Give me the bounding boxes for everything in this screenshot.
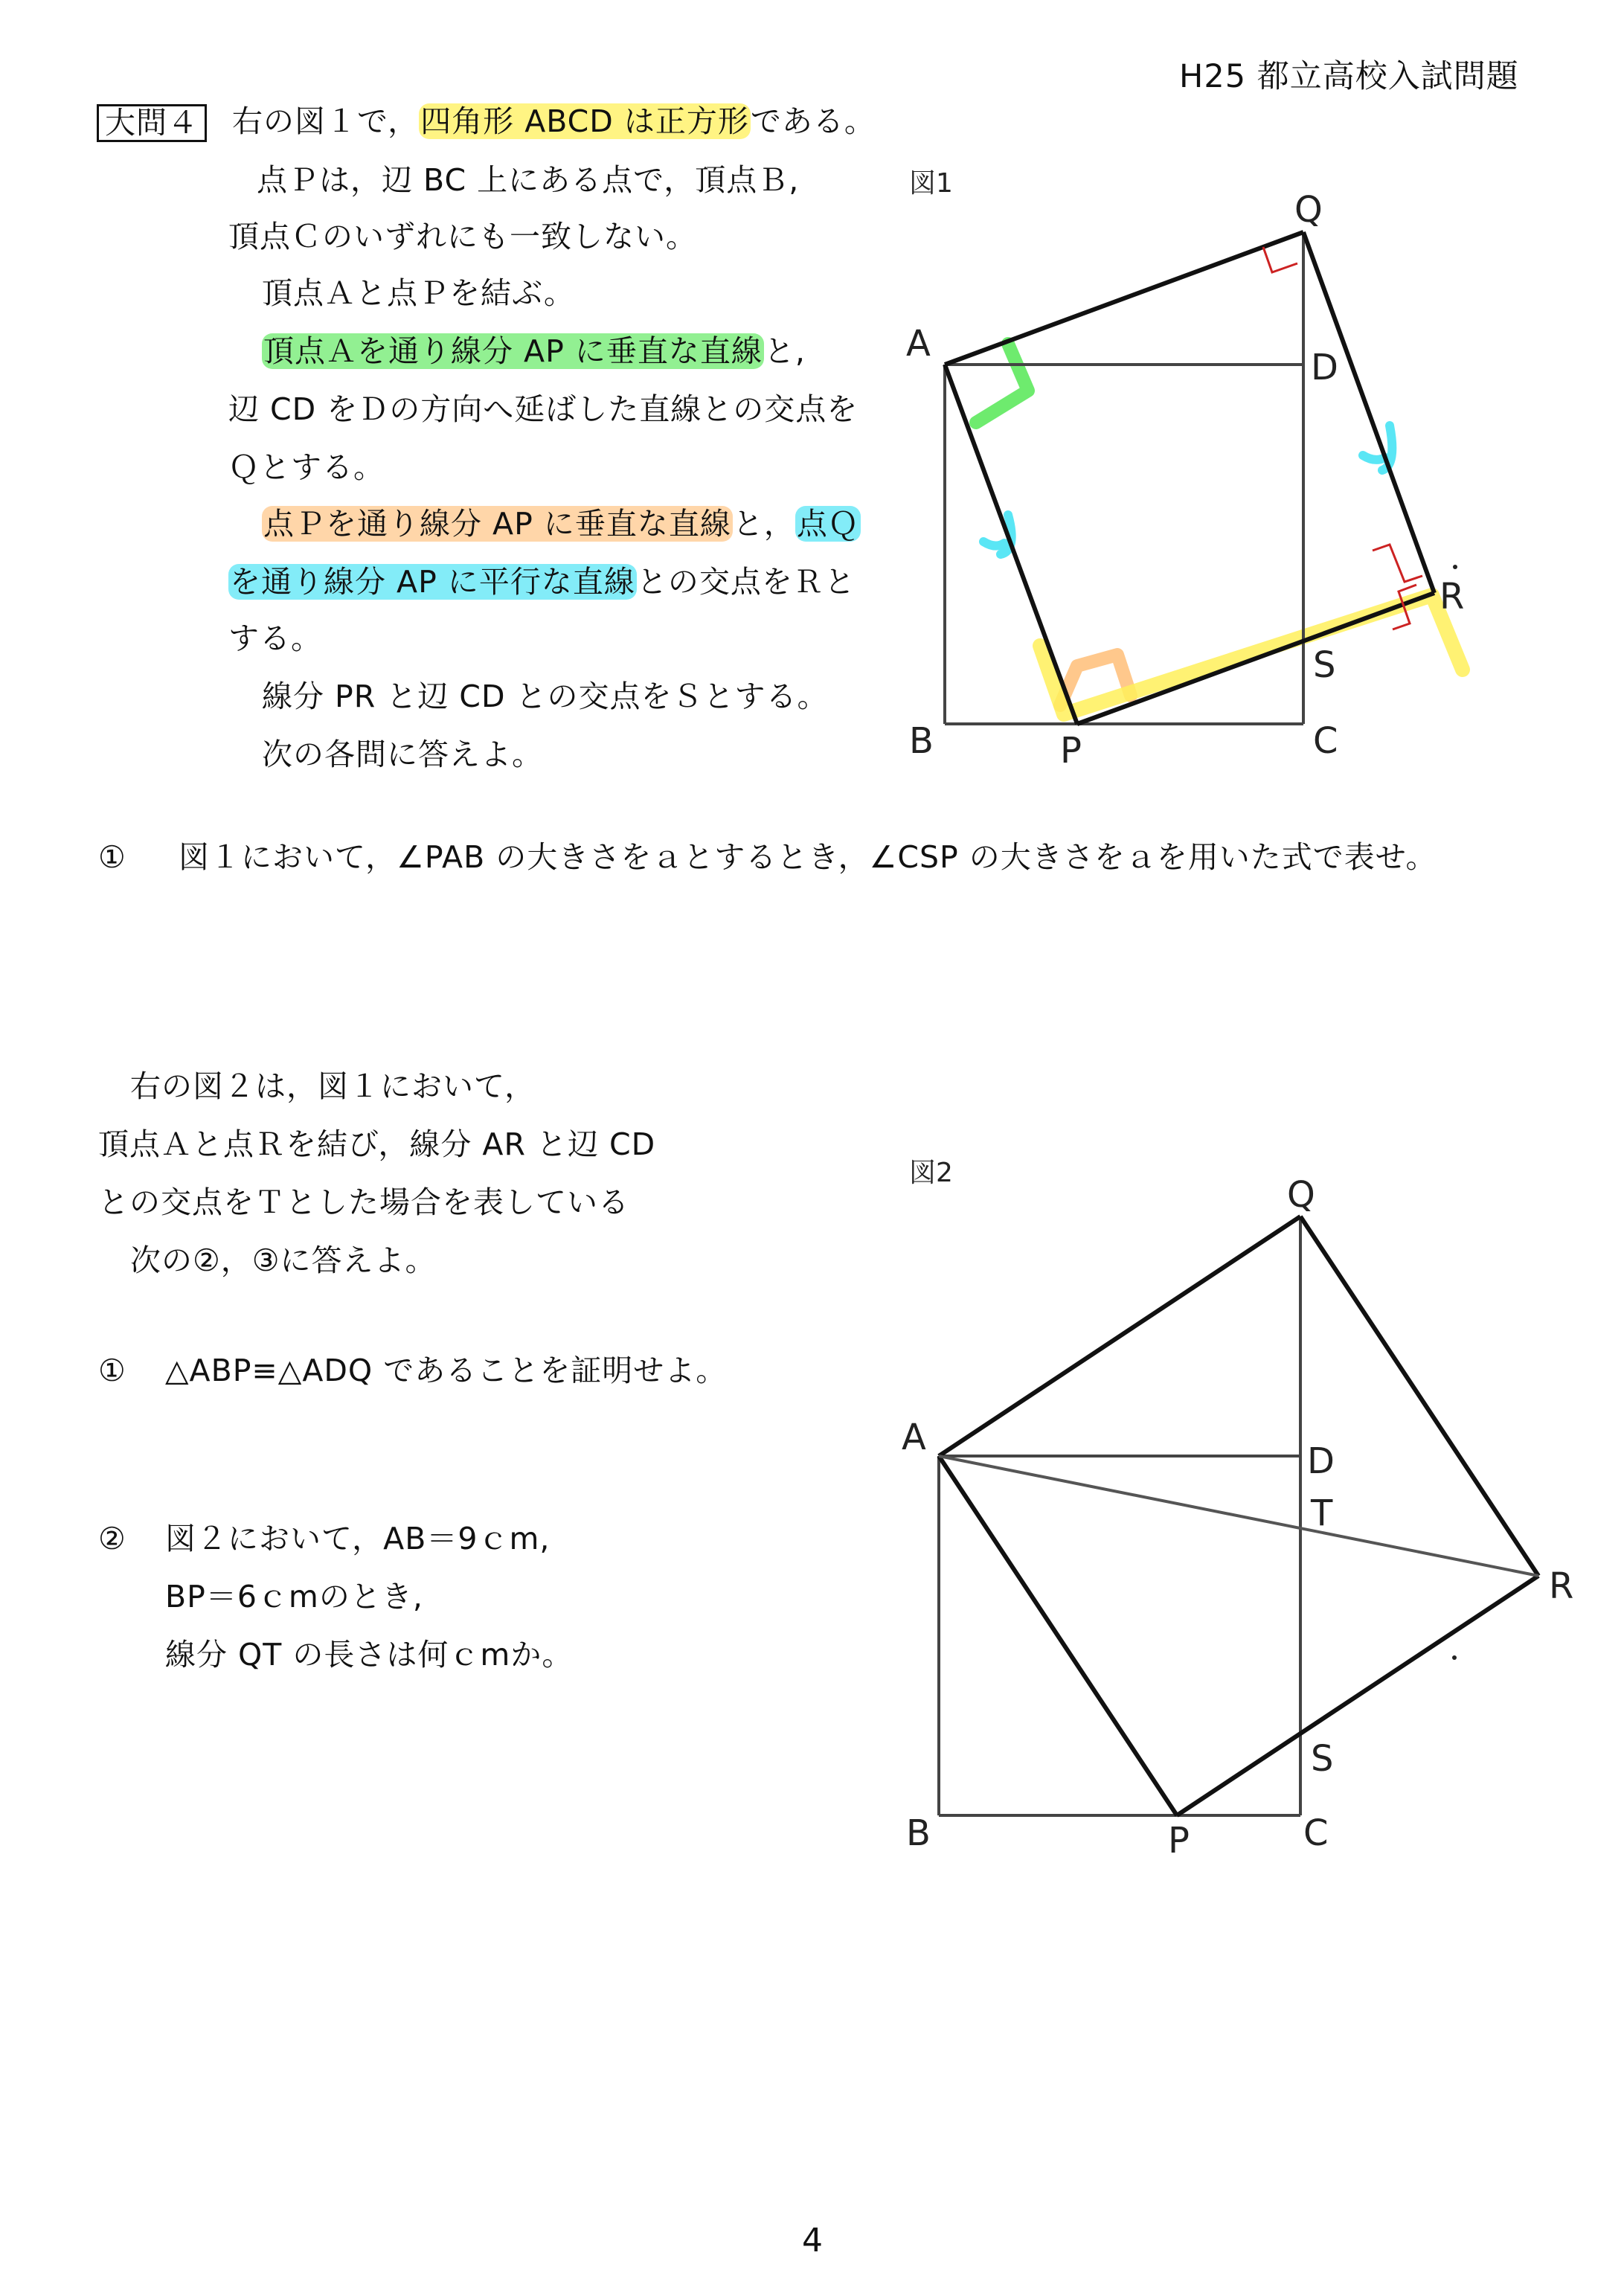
fig1-label-R: R bbox=[1440, 576, 1465, 618]
intro-text: 辺 CD をＤの方向へ延ばした直線との交点を bbox=[228, 391, 858, 427]
intro-text: である。 bbox=[750, 103, 876, 139]
fig2-segment-AP bbox=[939, 1456, 1177, 1815]
intro-text: 右の図１で， bbox=[232, 103, 420, 139]
fig1-label-A: A bbox=[906, 323, 931, 365]
highlighted-text: を通り線分 AP に平行な直線 bbox=[230, 564, 635, 600]
intro-text: する。 bbox=[228, 621, 322, 656]
intro-text: 線分 PR と辺 CD との交点をＳとする。 bbox=[262, 679, 829, 714]
q2-number: ① bbox=[98, 1353, 126, 1388]
figure-2-caption: 図2 bbox=[909, 1158, 953, 1188]
segment-AQ bbox=[945, 232, 1303, 365]
intro-text: と, bbox=[763, 333, 806, 369]
right-angle-mark-Q bbox=[1263, 247, 1297, 272]
figure-1-caption: 図1 bbox=[909, 168, 953, 199]
highlighted-text: 点Ｐを通り線分 AP に垂直な直線 bbox=[263, 506, 731, 542]
figure-1 bbox=[906, 168, 1464, 772]
q3-number: ② bbox=[98, 1521, 126, 1556]
fig2-label-S: S bbox=[1311, 1738, 1334, 1780]
intro-text: と， bbox=[732, 506, 795, 542]
fig1-label-S: S bbox=[1313, 644, 1336, 686]
intro-text: との交点をＲと bbox=[636, 564, 856, 600]
part2-line-3: との交点をＴとした場合を表している bbox=[98, 1184, 629, 1220]
part2-line-2: 頂点Ａと点Ｒを結び，線分 AR と辺 CD bbox=[98, 1126, 656, 1162]
q3-line-3: 線分 QT の長さは何ｃmか。 bbox=[165, 1637, 574, 1673]
q1-number: ① bbox=[98, 839, 126, 875]
segment-RP bbox=[1077, 593, 1434, 724]
intro-text: 頂点Ｃのいずれにも一致しない。 bbox=[228, 219, 697, 254]
q3-line-1: 図２において，AB＝9ｃm, bbox=[165, 1521, 551, 1556]
intro-text: 次の各問に答えよ。 bbox=[262, 737, 543, 772]
fig2-segment-AR bbox=[939, 1456, 1538, 1576]
fig2-label-T: T bbox=[1311, 1492, 1333, 1534]
fig1-label-B: B bbox=[909, 720, 934, 762]
exam-title: H25 都立高校入試問題 bbox=[1179, 58, 1519, 95]
fig2-label-B: B bbox=[906, 1812, 931, 1854]
fig1-label-C: C bbox=[1313, 720, 1338, 762]
fig2-segment-AQ bbox=[939, 1216, 1300, 1456]
highlighted-text: 点Ｑ bbox=[796, 506, 859, 542]
fig2-label-D: D bbox=[1307, 1440, 1335, 1482]
q2-text: △ABP≡△ADQ であることを証明せよ。 bbox=[165, 1353, 728, 1388]
segment-QR bbox=[1303, 232, 1434, 593]
intro-text: 点Ｐは，辺 BC 上にある点で，頂点Ｂ, bbox=[257, 162, 800, 198]
segment-AP bbox=[945, 365, 1077, 724]
part2-line-4: 次の②，③に答えよ。 bbox=[130, 1242, 437, 1278]
fig2-label-C: C bbox=[1303, 1812, 1329, 1854]
fig2-label-Q: Q bbox=[1287, 1174, 1315, 1216]
intro-text: Ｑとする。 bbox=[228, 449, 385, 485]
figure-2 bbox=[902, 1158, 1573, 1862]
q1-text: 図１において，∠PAB の大きさをａとするとき，∠CSP の大きさをａを用いた式で表せ。 bbox=[179, 839, 1437, 875]
intro-text: 頂点Ａと点Ｐを結ぶ。 bbox=[262, 275, 575, 311]
fig1-label-Q: Q bbox=[1294, 189, 1323, 231]
page-number: 4 bbox=[802, 2222, 824, 2260]
problem-label: 大問４ bbox=[97, 104, 207, 142]
highlighted-text: 頂点Ａを通り線分 AP に垂直な直線 bbox=[263, 333, 763, 369]
fig1-label-P: P bbox=[1060, 730, 1082, 772]
fig2-dot bbox=[1452, 1655, 1457, 1660]
part2-line-1: 右の図２は，図１において， bbox=[130, 1068, 536, 1104]
fig1-label-D: D bbox=[1311, 347, 1338, 388]
fig2-label-A: A bbox=[902, 1417, 926, 1458]
fig1-dot bbox=[1453, 565, 1457, 569]
green-right-angle-mark bbox=[976, 344, 1028, 423]
fig2-segment-QR bbox=[1300, 1216, 1538, 1576]
fig2-label-P: P bbox=[1168, 1820, 1190, 1862]
q3-line-2: BP＝6ｃmのとき, bbox=[165, 1579, 423, 1614]
highlighted-text: 四角形 ABCD は正方形 bbox=[420, 103, 749, 139]
fig2-segment-RP bbox=[1177, 1576, 1538, 1815]
fig2-label-R: R bbox=[1549, 1565, 1574, 1607]
